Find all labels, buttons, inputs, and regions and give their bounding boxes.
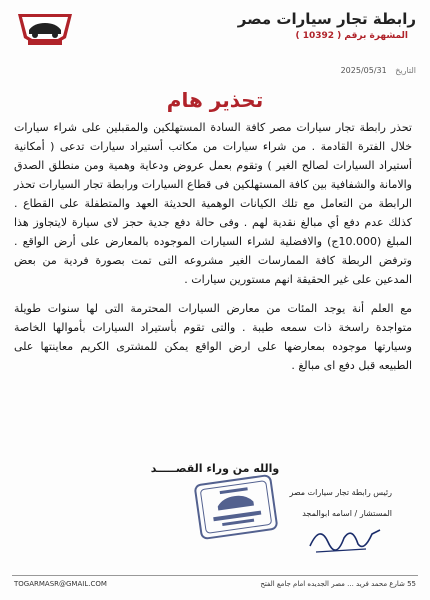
date-line: [341, 66, 416, 75]
signatory-role: رئيس رابطة تجار سيارات مصر: [289, 488, 392, 497]
signatory-name: المستشار / اسامه ابوالمجد: [302, 509, 392, 518]
handwritten-signature-icon: [306, 516, 386, 560]
closing-line: والله من وراء القصـــــد: [150, 462, 280, 475]
association-logo-icon: [14, 8, 76, 52]
letter-body: [14, 118, 412, 385]
footer-email: TOGARMASR@GMAIL.COM: [14, 580, 107, 588]
date-value: 2025/05/31: [340, 66, 387, 75]
registration-number: المشهرة برقم ( 10392 ): [295, 31, 408, 41]
date-label: التاريخ: [395, 66, 416, 75]
official-stamp-icon: [190, 470, 282, 544]
footer-divider: [12, 575, 418, 576]
paragraph: تحذر رابطة تجار سيارات مصر كافة السادة المستهلكين والمقبلين على شراء سيارات خلال الفترة القادمة . من شراء سيارات من مكاتب أستيراد سيارات تدعى ( أمكانية أستيراد السيارات لصالح الغير ) وتقوم بعمل عروض ودعاية وهمية ومن منطلق الصدق والامانة والشفافية بين كافة المستهلكين فى قطاع السيارات ورابطة تجار السيارات تحذر الرابطة من التعامل مع تلك الكيانات الوهمية الحديثة العهد والمتطفلة على القطاع . كذلك عدم دفع أي مبالغ نقدية لهم . وفى حالة دفع جدية حجز لاى سيارة لايتجاوز هذا المبلغ (10.000ج) والافضلية لشراء السيارات الموجوده بالمعارض على أرض الواقع . وترفض الربطة كافة الممارسات الغير مشروعه التى تمت بصورة فردية من بعض المدعين على غير الحقيقة انهم مستورين سيارات .: [14, 121, 412, 286]
page-title: تحذير هام: [166, 88, 264, 112]
footer-address: 55 شارع محمد فريد ... مصر الجديده امام جامع الفتح: [260, 580, 416, 588]
paragraph: مع العلم أنة يوجد المئات من معارض السيارات المحترمة التى لها سنوات طويلة متواجدة راسخة ذات سمعه طيبة . والتى تقوم بأستيراد السيارات بأموالها الخاصة وسيارتها موجوده بمعارضها على ارض الواقع يمكن للمشترى الكريم معاينتها على الطبيعه قبل دفع اى مبالغ .: [14, 302, 412, 372]
org-name: رابطة تجار سيارات مصر: [237, 10, 416, 28]
